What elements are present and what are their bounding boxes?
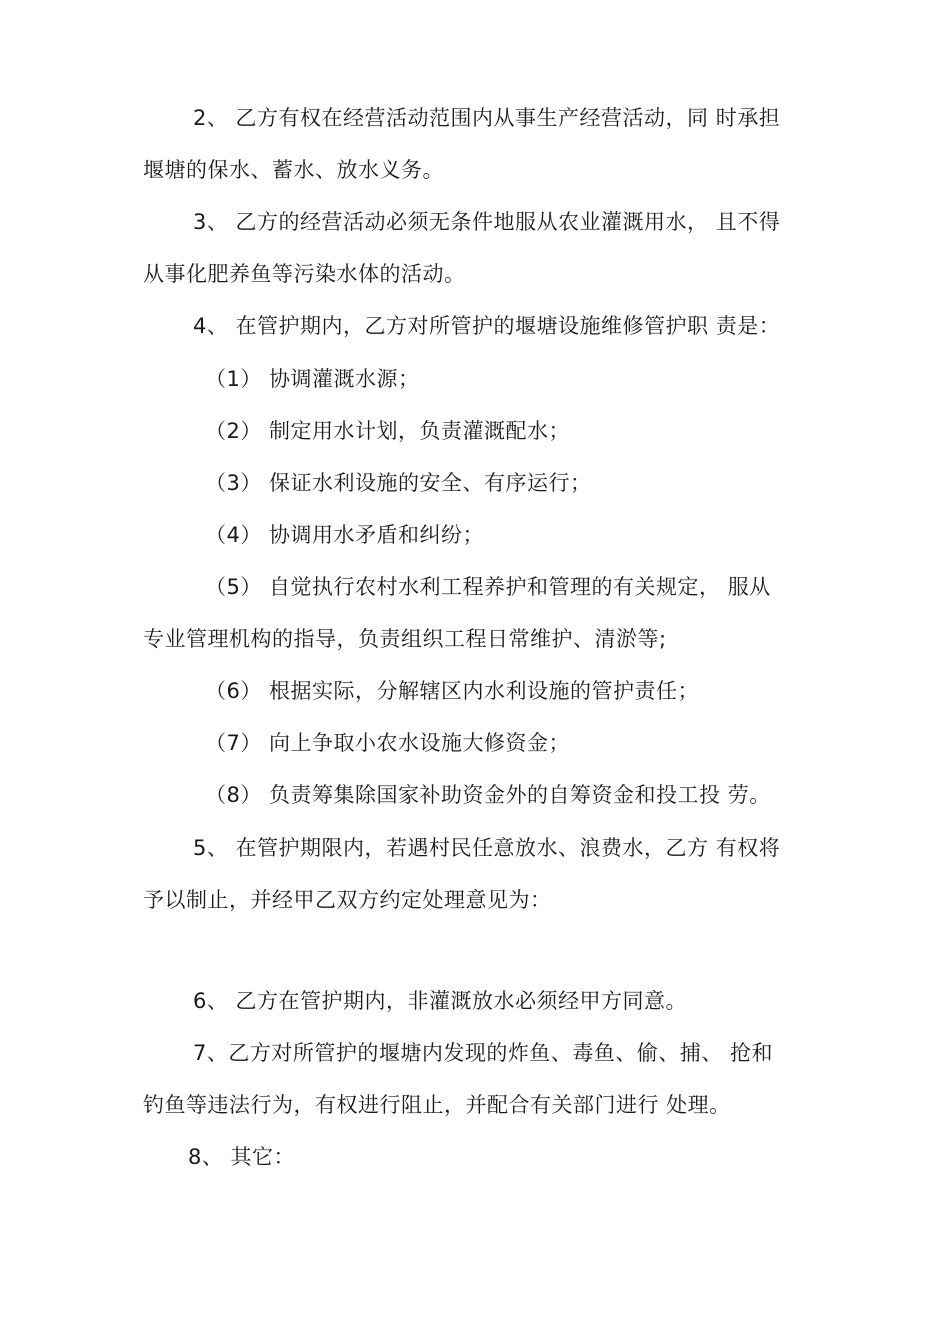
clause-4-item-2: （2） 制定用水计划，负责灌溉配水； bbox=[205, 419, 571, 443]
clause-2-line-2: 堰塘的保水、蓄水、放水义务。 bbox=[143, 158, 444, 182]
clause-7-line-2: 钓鱼等违法行为，有权进行阻止，并配合有关部门进行 处理。 bbox=[143, 1093, 731, 1117]
clause-4-item-4: （4） 协调用水矛盾和纠纷； bbox=[205, 523, 485, 547]
clause-3-line-1: 3、 乙方的经营活动必须无条件地服从农业灌溉用水， 且不得 bbox=[193, 210, 781, 234]
clause-5-line-2: 予以制止，并经甲乙双方约定处理意见为： bbox=[143, 888, 552, 912]
clause-4-item-1: （1） 协调灌溉水源； bbox=[205, 367, 420, 391]
clause-5-line-1: 5、 在管护期限内，若遇村民任意放水、浪费水，乙方 有权将 bbox=[193, 836, 781, 860]
clause-3-line-2: 从事化肥养鱼等污染水体的活动。 bbox=[143, 262, 466, 286]
clause-8: 8、 其它： bbox=[188, 1145, 296, 1169]
clause-6: 6、 乙方在管护期内，非灌溉放水必须经甲方同意。 bbox=[193, 989, 688, 1013]
clause-4-item-3: （3） 保证水利设施的安全、有序运行； bbox=[205, 471, 592, 495]
clause-4-item-7: （7） 向上争取小农水设施大修资金； bbox=[205, 731, 571, 755]
clause-4-item-5-line-1: （5） 自觉执行农村水利工程养护和管理的有关规定， 服从 bbox=[205, 575, 771, 599]
clause-4-heading: 4、 在管护期内，乙方对所管护的堰塘设施维修管护职 责是： bbox=[193, 314, 781, 338]
clause-4-item-5-line-2: 专业管理机构的指导，负责组织工程日常维护、清淤等; bbox=[143, 627, 667, 651]
clause-7-line-1: 7、乙方对所管护的堰塘内发现的炸鱼、毒鱼、偷、捕、 抢和 bbox=[193, 1041, 774, 1065]
clause-4-item-8: （8） 负责筹集除国家补助资金外的自筹资金和投工投 劳。 bbox=[205, 783, 771, 807]
clause-2-line-1: 2、 乙方有权在经营活动范围内从事生产经营活动，同 时承担 bbox=[193, 106, 781, 130]
clause-4-item-6: （6） 根据实际，分解辖区内水利设施的管护责任； bbox=[205, 679, 700, 703]
